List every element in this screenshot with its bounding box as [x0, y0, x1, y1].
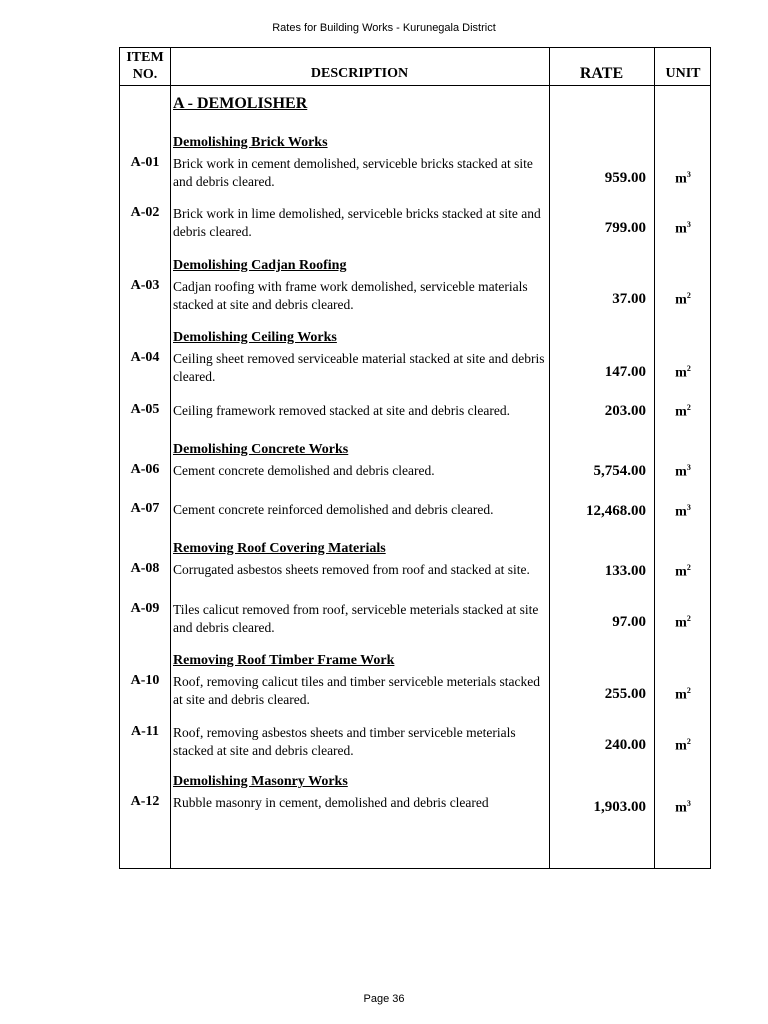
- item-unit: $m^2$: [675, 403, 691, 420]
- item-description: Cadjan roofing with frame work demolished, serviceble materials stacked at site and debris cleared.: [173, 279, 528, 312]
- item-unit: $m^2$: [675, 563, 691, 580]
- item-unit: $m^3$: [675, 220, 691, 237]
- item-rate: 5,754.00: [593, 463, 646, 479]
- item-rate: 959.00: [604, 170, 646, 186]
- section-title: A - DEMOLISHER: [173, 95, 308, 112]
- subsection-title: Demolishing Concrete Works: [173, 442, 349, 457]
- item-unit: $m^2$: [675, 737, 691, 754]
- item-code: A-01: [130, 155, 160, 170]
- item-code: A-12: [130, 794, 160, 809]
- item-code: A-10: [130, 673, 160, 688]
- subsection-title: Removing Roof Covering Materials: [173, 541, 386, 556]
- item-code: A-04: [130, 350, 160, 365]
- item-description: Cement concrete demolished and debris cleared.: [173, 463, 435, 478]
- item-unit: $m^3$: [675, 799, 691, 816]
- page-number: Page 36: [363, 993, 405, 1005]
- item-no-header: ITEM NO.: [126, 50, 164, 82]
- item-code: A-06: [130, 462, 160, 477]
- item-description: Ceiling framework removed stacked at site and debris cleared.: [173, 403, 510, 418]
- item-description: Tiles calicut removed from roof, serviceble meterials stacked at site and debris cleared.: [173, 602, 539, 635]
- item-description: Roof, removing asbestos sheets and timber serviceble meterials stacked at site and debris cleared.: [173, 725, 516, 758]
- unit-header: UNIT: [665, 66, 701, 81]
- subsection-title: Demolishing Cadjan Roofing: [173, 258, 347, 273]
- item-unit: $m^3$: [675, 463, 691, 480]
- item-rate: 133.00: [604, 563, 646, 579]
- item-rate: 203.00: [604, 403, 646, 419]
- item-rate: 147.00: [604, 364, 646, 380]
- item-rate: 37.00: [612, 291, 646, 307]
- page-header: Rates for Building Works - Kurunegala District: [272, 22, 496, 34]
- item-unit: $m^2$: [675, 614, 691, 631]
- item-code: A-08: [130, 561, 160, 576]
- item-code: A-03: [130, 278, 160, 293]
- subsection-title: Demolishing Brick Works: [173, 135, 328, 150]
- item-code: A-09: [130, 601, 160, 616]
- item-unit: $m^3$: [675, 503, 691, 520]
- item-description: Roof, removing calicut tiles and timber serviceble meterials stacked at site and debris cleared.: [173, 674, 540, 707]
- rates-table: [119, 47, 711, 869]
- item-rate: 799.00: [604, 220, 646, 236]
- description-header: DESCRIPTION: [310, 66, 409, 81]
- item-code: A-11: [131, 724, 159, 739]
- header-rule: [120, 85, 710, 86]
- item-description: Ceiling sheet removed serviceable material stacked at site and debris cleared.: [173, 351, 545, 384]
- item-description: Brick work in lime demolished, serviceble bricks stacked at site and debris cleared.: [173, 206, 541, 239]
- item-unit: $m^2$: [675, 291, 691, 308]
- rate-header: RATE: [579, 65, 624, 82]
- item-rate: 12,468.00: [586, 503, 646, 519]
- item-description: Corrugated asbestos sheets removed from roof and stacked at site.: [173, 562, 530, 577]
- item-code: A-05: [130, 402, 160, 417]
- item-rate: 240.00: [604, 737, 646, 753]
- item-rate: 97.00: [612, 614, 646, 630]
- item-rate: 255.00: [604, 686, 646, 702]
- item-description: Cement concrete reinforced demolished and debris cleared.: [173, 502, 494, 517]
- item-code: A-07: [130, 501, 160, 516]
- item-description: Brick work in cement demolished, serviceble bricks stacked at site and debris cleared.: [173, 156, 533, 189]
- item-code: A-02: [130, 205, 160, 220]
- subsection-title: Removing Roof Timber Frame Work: [173, 653, 395, 668]
- subsection-title: Demolishing Masonry Works: [173, 774, 348, 789]
- item-unit: $m^2$: [675, 364, 691, 381]
- item-rate: 1,903.00: [593, 799, 646, 815]
- item-unit: $m^2$: [675, 686, 691, 703]
- item-description: Rubble masonry in cement, demolished and debris cleared: [173, 795, 489, 810]
- subsection-title: Demolishing Ceiling Works: [173, 330, 337, 345]
- item-unit: $m^3$: [675, 170, 691, 187]
- column-divider: [170, 48, 171, 868]
